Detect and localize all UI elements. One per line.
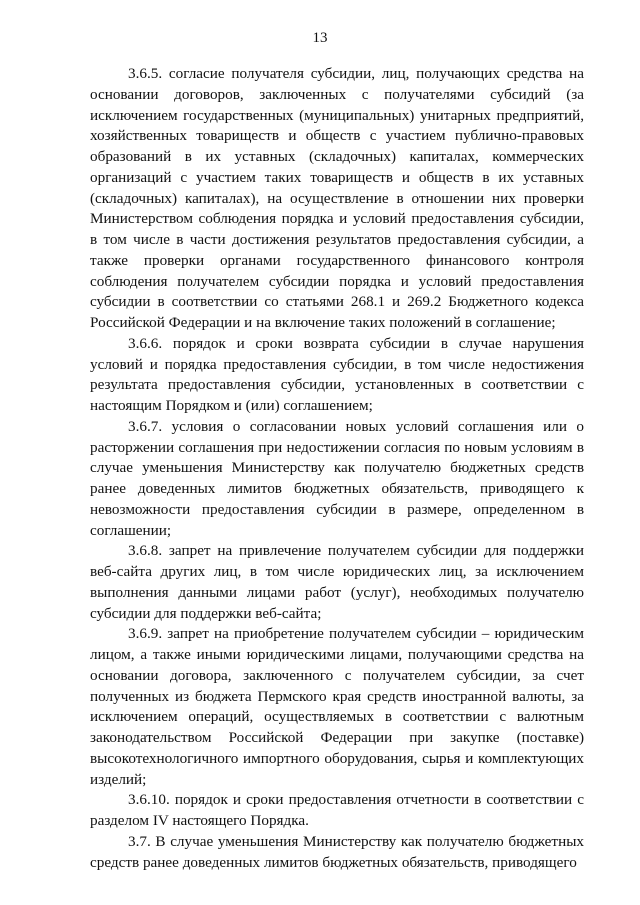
paragraph-3-6-10: 3.6.10. порядок и сроки предоставления отчетности в соответствии с разделом IV настоящего Порядка. [90,791,584,829]
page-number: 13 [312,30,328,46]
paragraph-3-6-9: 3.6.9. запрет на приобретение получателем субсидии – юридическим лицом, а также иными юридическими лицами, получающими средства на основании договора, заключенного с получателем субсидии, за счет полученных из бюджета Пермского края средств иностранной валюты, за исключением операций, осуществляемых в соответствии с валютным законодательством Российской Федерации при закупке (поставке) высокотехнологичного импортного оборудования, сырья и комплектующих изделий; [90,625,584,788]
paragraph-3-6-5: 3.6.5. согласие получателя субсидии, лиц, получающих средства на основании договоров, заключенных с получателями субсидий (за исключением государственных (муниципальных) унитарных предприятий, хозяйственных товариществ и обществ с участием публично-правовых образований в их уставных (складочных) капиталах, коммерческих организаций с участием таких товариществ и обществ в их уставных (складочных) капиталах), на осуществление в отношении них проверки Министерством соблюдения порядка и условий предоставления субсидии, в том числе в части достижения результатов предоставления субсидии, а также проверки органами государственного финансового контроля соблюдения получателем субсидии порядка и условий предоставления субсидии в соответствии со статьями 268.1 и 269.2 Бюджетного кодекса Российской Федерации и на включение таких положений в соглашение; [90,65,584,331]
document-body [90,64,584,873]
paragraph-3-6-6: 3.6.6. порядок и сроки возврата субсидии в случае нарушения условий и порядка предоставления субсидии, в том числе недостижения результата предоставления субсидии, установленных в соответствии с настоящим Порядком и (или) соглашением; [90,334,584,414]
paragraph-3-6-8: 3.6.8. запрет на привлечение получателем субсидии для поддержки веб-сайта других лиц, в том числе юридических лиц, за исключением выполнения данными лицами работ (услуг), необходимых получателю субсидии для поддержки веб-сайта; [90,542,584,622]
paragraph-3-6-7: 3.6.7. условия о согласовании новых условий соглашения или о расторжении соглашения при недостижении согласия по новым условиям в случае уменьшения Министерству как получателю бюджетных средств ранее доведенных лимитов бюджетных обязательств, приводящего к невозможности предоставления субсидии в размере, определенном в соглашении; [90,417,584,539]
paragraph-3-7: 3.7. В случае уменьшения Министерству как получателю бюджетных средств ранее доведенных лимитов бюджетных обязательств, приводящего [90,832,584,871]
